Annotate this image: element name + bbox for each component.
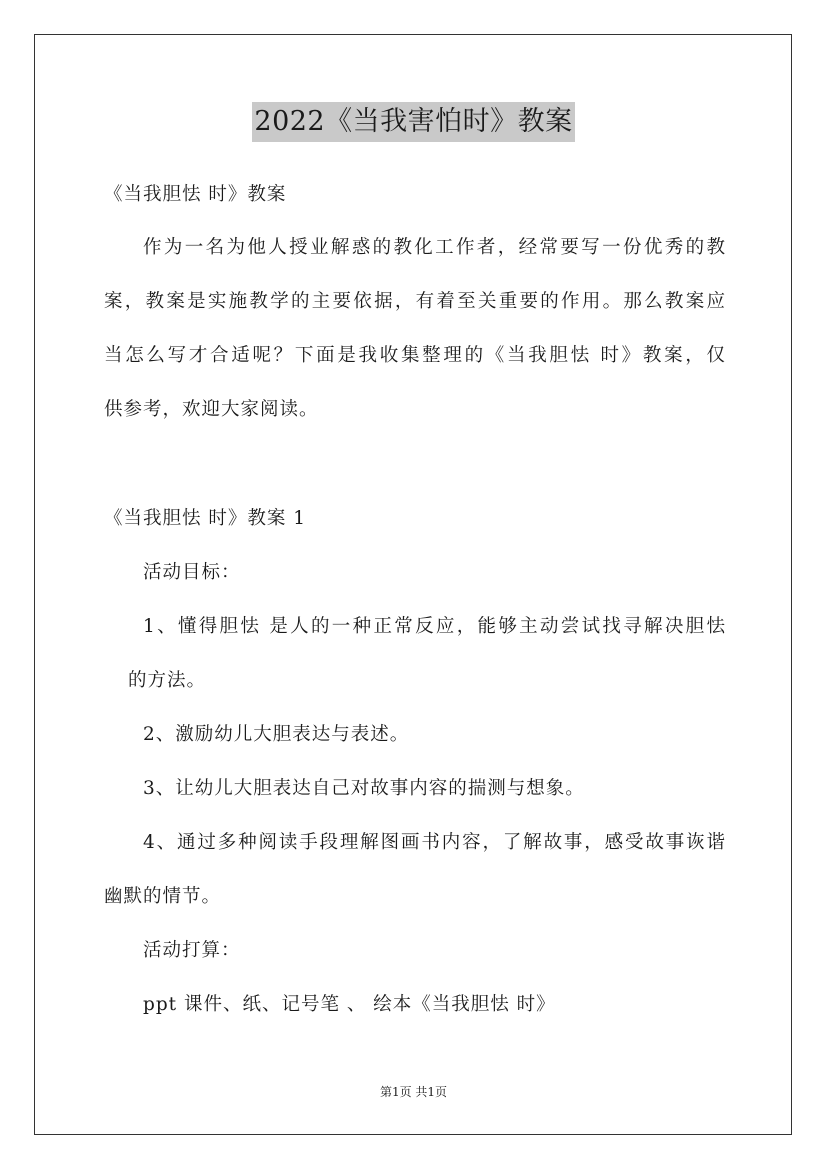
goal-3: 3、让幼儿大胆表达自己对故事内容的揣测与想象。 [143,778,585,799]
prep-items: ppt 课件、纸、记号笔 、 绘本《当我胆怯 时》 [143,994,556,1015]
goal-1-line-1: 1、懂得胆怯 是人的一种正常反应，能够主动尝试找寻解决胆怯 [143,616,726,637]
goal-4-line-1: 4、通过多种阅读手段理解图画书内容，了解故事，感受故事诙谐 [143,832,726,853]
goals-heading: 活动目标： [143,562,241,583]
document-title: 2022《当我害怕时》教案 [252,102,574,142]
intro-line-1: 作为一名为他人授业解惑的教化工作者，经常要写一份优秀的教 [143,237,726,258]
intro-line-2: 案，教案是实施教学的主要依据，有着至关重要的作用。那么教案应 [104,291,726,312]
page-footer: 第1页 共1页 [379,1085,448,1099]
goal-1-line-2: 的方法。 [128,670,207,691]
goal-2: 2、激励幼儿大胆表达与表述。 [143,724,410,745]
intro-line-4: 供参考，欢迎大家阅读。 [104,399,319,420]
goal-4-line-2: 幽默的情节。 [104,886,222,907]
document-subtitle: 《当我胆怯 时》教案 [104,184,287,205]
section-heading: 《当我胆怯 时》教案 1 [104,508,307,529]
prep-heading: 活动打算： [143,940,241,961]
title-container [0,102,827,142]
intro-line-3: 当怎么写才合适呢？下面是我收集整理的《当我胆怯 时》教案，仅 [104,345,726,366]
